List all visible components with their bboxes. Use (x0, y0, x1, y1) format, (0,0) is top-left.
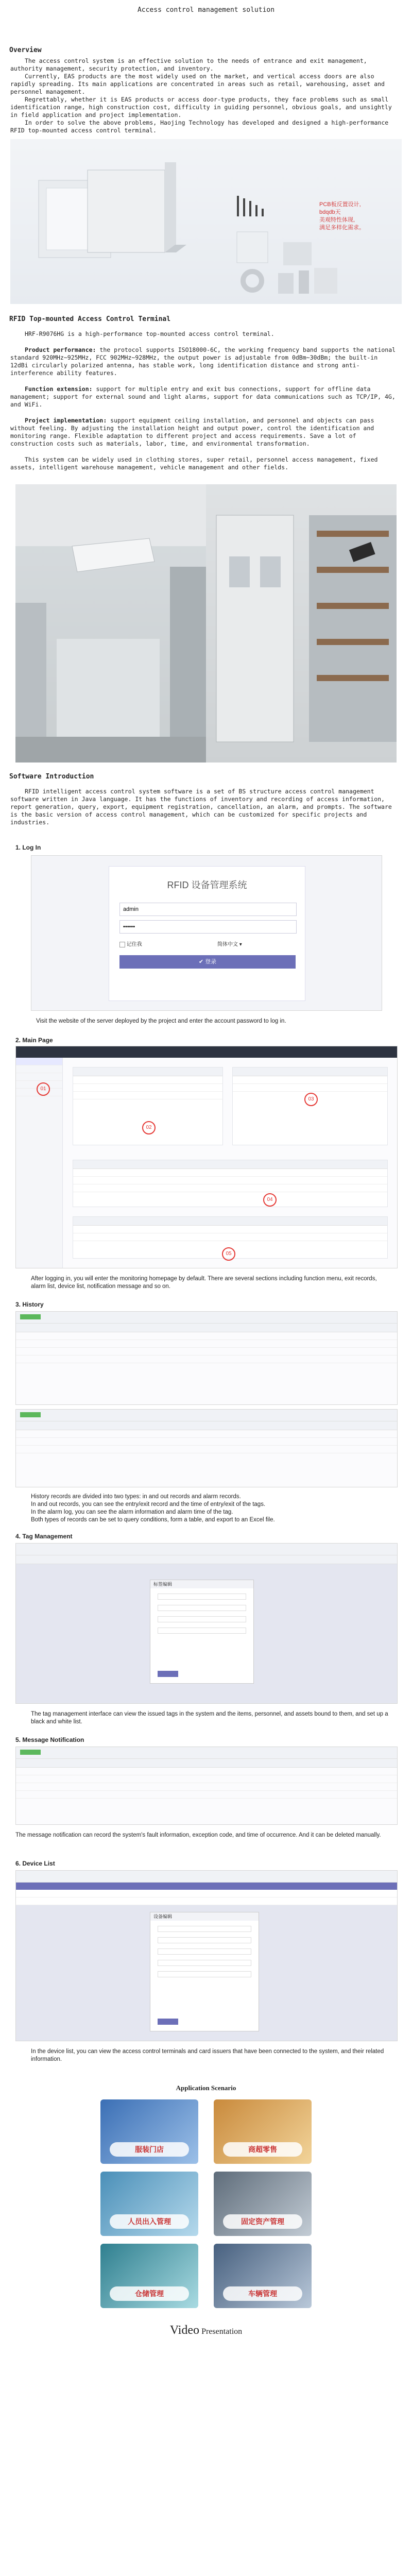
table-row (16, 1430, 397, 1438)
table-row (16, 1775, 397, 1783)
dialog-title: 设备编辑 (150, 1912, 259, 1921)
table-row (73, 1226, 387, 1233)
filter-bar (16, 1312, 397, 1324)
table-row (233, 1084, 387, 1092)
history-heading: 3. History (15, 1301, 44, 1308)
marker-05: 05 (222, 1247, 235, 1261)
query-button[interactable] (20, 1314, 41, 1319)
page-title: Access control management solution (137, 6, 275, 14)
scenario-label: 人员出入管理 (110, 2214, 189, 2229)
dialog-field[interactable] (158, 1926, 251, 1932)
history-caption-line: In and out records, you can see the entry/exit record and the time of entry/exit of the tags. (31, 1501, 266, 1507)
sidebar-item[interactable] (16, 1058, 62, 1065)
login-screenshot (31, 855, 382, 1011)
table-row (73, 1076, 222, 1084)
feature-text: support equipment ceiling installation, and personnel and objects can pass without feeling. By adjusting the installation height and output power, control the identification and monitoring range. Flexible adaptation to different project and access requirements. Save a lot of construction costs such as materials, labor, time, and environmental transformation. (10, 417, 374, 447)
language-select[interactable] (217, 940, 242, 947)
ceiling-install-photo (15, 484, 206, 762)
hero-callout: 满足多样化需求。 (319, 225, 365, 231)
username-input[interactable] (119, 903, 297, 916)
dialog-field[interactable] (158, 1616, 246, 1622)
table-header (16, 1421, 397, 1430)
dialog-field[interactable] (158, 1628, 246, 1634)
main-page-caption: After logging in, you will enter the monitoring homepage by default. There are several sections including function menu, exit records, alarm list, device list, notification message and so on. (31, 1276, 377, 1290)
sidebar-item[interactable] (16, 1073, 62, 1081)
history-alarm-screenshot (15, 1409, 398, 1487)
table-row (16, 1768, 397, 1775)
tag-mgmt-screenshot (15, 1543, 398, 1704)
delete-button[interactable] (20, 1750, 41, 1755)
message-screenshot (15, 1747, 398, 1825)
feature-text: the protocol supports ISO18000-6C, the working frequency band supports the national standard 920MHz~925MHz, FCC 902MHz~928MHz, the output power is adjustable from 0dBm~30dBm; the built-in 12dBi circularly polarized antenna, has stable work, long identification distance and strong anti-interference ability features. (10, 346, 396, 377)
main-page-heading: 2. Main Page (15, 1037, 53, 1044)
history-inout-screenshot (15, 1311, 398, 1405)
feature-text: support for multiple entry and exit bus connections, support for offline data management; support for external sound and light alarms, support for data communications such as TCP/IP, 4G, and WiFi. (10, 385, 396, 408)
filter-bar (16, 1410, 397, 1421)
table-row (73, 1184, 387, 1192)
feature-label: Product performance: (25, 346, 96, 353)
remember-checkbox[interactable] (119, 940, 142, 947)
panel-header (73, 1067, 222, 1076)
scenario-label: 仓储管理 (110, 2286, 189, 2301)
table-row (233, 1076, 387, 1084)
hero-callout: PCB板反置设计, (319, 201, 361, 208)
query-button[interactable] (20, 1412, 41, 1417)
hero-callouts (319, 201, 365, 232)
hero-callout: 美观特性体现, (319, 217, 355, 223)
table-row (73, 1092, 222, 1099)
checkbox-box[interactable] (119, 942, 125, 947)
marker-02: 02 (142, 1121, 156, 1134)
main-page-screenshot (15, 1046, 398, 1268)
scenario-card (100, 2099, 198, 2164)
scenario-card (100, 2244, 198, 2308)
feature-performance (10, 346, 397, 377)
scenario-card (100, 2172, 198, 2236)
warehouse-door-photo (206, 484, 397, 762)
table-row (73, 1169, 387, 1177)
panel-header (233, 1067, 387, 1076)
terminal-closing: This system can be widely used in clothing stores, super retail, personnel access management, fixed assets, intelligent warehouse management, vehicle management and other fields. (10, 456, 378, 471)
feature-extension (10, 385, 397, 409)
panel-header (73, 1160, 387, 1169)
table-header (16, 1555, 397, 1564)
overview-paragraph: Currently, EAS products are the most widely used on the market, and vertical access doors are also rapidly spreading. Its main applications are concentrated in areas such as retail, warehousing, asset and personnel management. (10, 73, 385, 95)
table-header (16, 1759, 397, 1768)
alarm-list-panel (232, 1067, 388, 1145)
hero-callout: bdqdb天 (319, 209, 341, 215)
filter-bar (16, 1871, 397, 1883)
message-heading: 5. Message Notification (15, 1736, 84, 1743)
scenario-heading: Application Scenario (176, 2084, 236, 2092)
table-header (16, 1324, 397, 1332)
dialog-field[interactable] (158, 1948, 251, 1955)
login-button-label: 登录 (205, 959, 217, 965)
table-header (16, 1883, 397, 1890)
overview-paragraph: In order to solve the above problems, Haojing Technology has developed and designed a high-performance RFID top-mounted access control terminal. (10, 119, 389, 134)
tag-mgmt-caption: The tag management interface can view the issued tags in the system and the items, personnel, and assets bound to them, and set up a black and white list. (31, 1711, 388, 1725)
marker-03: 03 (304, 1093, 318, 1106)
overview-section (5, 46, 407, 134)
language-value: 简体中文 (217, 942, 238, 947)
password-input[interactable] (119, 920, 297, 934)
table-row (16, 1348, 397, 1355)
scenario-label: 固定资产管理 (223, 2214, 302, 2229)
video-heading-b: Presentation (201, 2327, 243, 2336)
history-caption-line: In the alarm log, you can see the alarm information and alarm time of the tag. (31, 1509, 233, 1515)
marker-01: 01 (37, 1082, 50, 1096)
history-captions (31, 1493, 391, 1524)
table-row (16, 1783, 397, 1791)
feature-label: Project implementation: (25, 417, 107, 424)
terminal-heading: RFID Top-mounted Access Control Terminal (9, 315, 171, 323)
table-row (16, 1890, 397, 1897)
table-row (16, 1340, 397, 1348)
device-caption: In the device list, you can view the access control terminals and card issuers that have been connected to the system, and their related information. (31, 2048, 384, 2062)
marker-04: 04 (263, 1193, 277, 1207)
panel-header (73, 1217, 387, 1226)
table-row (16, 1438, 397, 1446)
overview-paragraph: The access control system is an effective solution to the needs of entrance and exit management, authority management, security protection, and inventory. (10, 57, 367, 72)
remember-label: 记住我 (126, 942, 142, 947)
software-paragraph: RFID intelligent access control system software is a set of BS structure access control management software written in Java language. It has the functions of inventory and recording of access information, report generation, query, export, equipment registration, cancellation, an alarm, and prompts. The software is the basic version of access control management, which can be customized for specific projects and industries. (10, 788, 392, 826)
dialog-field[interactable] (158, 1971, 251, 1977)
product-hero-image (10, 139, 402, 304)
table-row (73, 1233, 387, 1241)
dialog-field[interactable] (158, 1594, 246, 1600)
device-list-screenshot (15, 1870, 398, 2041)
dialog-save-button[interactable] (158, 2019, 178, 2025)
table-row (16, 1897, 397, 1905)
dialog-field[interactable] (158, 1605, 246, 1611)
scenario-card (214, 2172, 312, 2236)
video-heading-a: Video (169, 2324, 200, 2337)
top-nav-bar (16, 1046, 397, 1058)
dialog-field[interactable] (158, 1937, 251, 1943)
software-section (5, 773, 407, 826)
dialog-title: 标签编辑 (150, 1580, 253, 1588)
check-icon: ✔ (198, 959, 204, 965)
history-caption-line: Both types of records can be set to query conditions, form a table, and export to an Excel file. (31, 1517, 275, 1523)
filter-bar (16, 1544, 397, 1555)
overview-paragraph: Regrettably, whether it is EAS products or access door-type products, they face problems such as small identification range, high construction cost, difficulty in guiding personnel, obvious goals, and unsightly in field application and project implementation. (10, 96, 392, 118)
device-heading: 6. Device List (15, 1860, 55, 1867)
dialog-save-button[interactable] (158, 1671, 178, 1677)
tag-edit-dialog (150, 1580, 254, 1684)
table-row (73, 1084, 222, 1092)
feature-label: Function extension: (25, 385, 93, 393)
scenario-card (214, 2099, 312, 2164)
sidebar-item[interactable] (16, 1065, 62, 1073)
scenario-label: 车辆管理 (223, 2286, 302, 2301)
message-caption: The message notification can record the system's fault information, exception code, and time of occurrence. And it can be deleted manually. (15, 1832, 381, 1838)
history-caption-line: History records are divided into two types: in and out records and alarm records. (31, 1494, 241, 1500)
login-caption: Visit the website of the server deployed by the project and enter the account password to log in. (36, 1018, 286, 1024)
device-edit-dialog (150, 1912, 259, 2031)
overview-heading: Overview (9, 46, 42, 54)
table-row (73, 1177, 387, 1184)
login-card (109, 866, 305, 1001)
scenario-label: 服装门店 (110, 2142, 189, 2157)
login-button[interactable] (119, 955, 296, 969)
dialog-field[interactable] (158, 1960, 251, 1966)
filter-bar (16, 1747, 397, 1759)
table-row (16, 1791, 397, 1799)
scenario-label: 商超零售 (223, 2142, 302, 2157)
software-heading: Software Introduction (9, 773, 94, 781)
terminal-intro: HRF-R9076HG is a high-performance top-mounted access control terminal. (25, 330, 274, 337)
table-row (16, 1332, 397, 1340)
table-row (16, 1446, 397, 1453)
terminal-section (5, 315, 407, 471)
chevron-down-icon: ▾ (239, 942, 242, 947)
login-system-title: RFID 设备管理系统 (167, 880, 247, 890)
scenario-card (214, 2244, 312, 2308)
video-heading (0, 2324, 412, 2337)
tag-mgmt-heading: 4. Tag Management (15, 1533, 73, 1540)
feature-implementation (10, 417, 397, 448)
device-list-panel (73, 1160, 388, 1207)
table-row (16, 1355, 397, 1363)
login-heading: 1. Log In (15, 844, 41, 851)
